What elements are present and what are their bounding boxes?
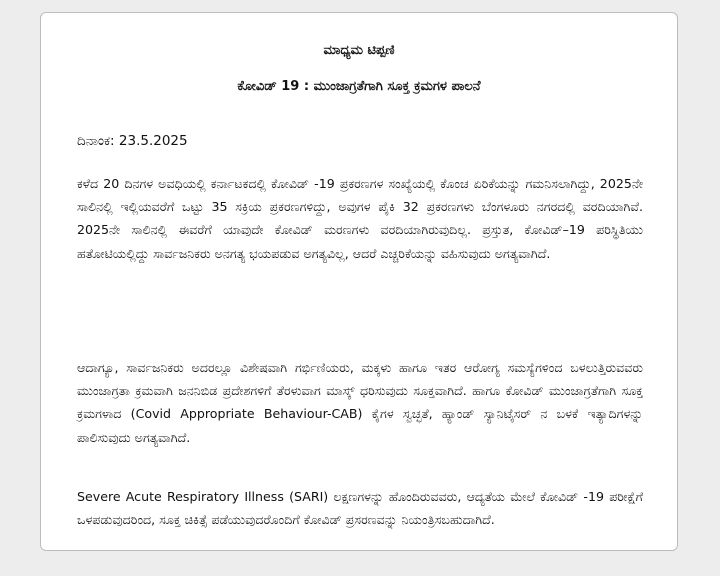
- paragraph: ಕಳೆದ 20 ದಿನಗಳ ಅವಧಿಯಲ್ಲಿ ಕರ್ನಾಟಕದಲ್ಲಿ ಕೋವಿಡ್ -19 ಪ್ರಕರಣಗಳ ಸಂಖ್ಯೆಯಲ್ಲಿ ಕೊಂಚ ಏರಿಕೆಯನ್ನು ಗಮನಿಸಲಾಗಿದ್ದು, 2025ನೇ ಸಾಲಿನಲ್ಲಿ ಇಲ್ಲಿಯವರೆಗೆ ಒಟ್ಟು 35 ಸಕ್ರಿಯ ಪ್ರಕರಣಗಳಿದ್ದು, ಅವುಗಳ ಪೈಕಿ 32 ಪ್ರಕರಣಗಳು ಬೆಂಗಳೂರು ನಗರದಲ್ಲಿ ವರದಿಯಾಗಿವೆ. 2025ನೇ ಸಾಲಿನಲ್ಲಿ ಈವರೆಗೆ ಯಾವುದೇ ಕೋವಿಡ್ ಮರಣಗಳು ವರದಿಯಾಗಿರುವುದಿಲ್ಲ. ಪ್ರಸ್ತುತ, ಕೋವಿಡ್–19 ಪರಿಸ್ಥಿತಿಯು ಹತೋಟಿಯಲ್ಲಿದ್ದು ಸಾರ್ವಜನಿಕರು ಅನಗತ್ಯ ಭಯಪಡುವ ಅಗತ್ಯವಿಲ್ಲ, ಆದರೆ ಎಚ್ಚರಿಕೆಯನ್ನು ವಹಿಸುವುದು ಅಗತ್ಯವಾಗಿದೆ.: [77, 176, 643, 261]
- paragraph: Severe Acute Respiratory Illness (SARI) ಲಕ್ಷಣಗಳನ್ನು ಹೊಂದಿರುವವರು, ಆದ್ಯತೆಯ ಮೇಲೆ ಕೋವಿಡ್ -19 ಪರೀಕ್ಷೆಗೆ ಒಳಪಡುವುದರಿಂದ, ಸೂಕ್ತ ಚಿಕಿತ್ಸೆ ಪಡೆಯುವುದರೊಂದಿಗೆ ಕೋವಿಡ್ ಪ್ರಸರಣವನ್ನು ನಿಯಂತ್ರಿಸಬಹುದಾಗಿದೆ.: [77, 489, 643, 528]
- document-date: ದಿನಾಂಕ: 23.5.2025: [77, 133, 188, 149]
- paragraph: ಆದಾಗ್ಯೂ, ಸಾರ್ವಜನಿಕರು ಅದರಲ್ಲೂ ವಿಶೇಷವಾಗಿ ಗರ್ಭಿಣಿಯರು, ಮಕ್ಕಳು ಹಾಗೂ ಇತರ ಆರೋಗ್ಯ ಸಮಸ್ಯೆಗಳಿಂದ ಬಳಲುತ್ತಿರುವವರು ಮುಂಜಾಗ್ರತಾ ಕ್ರಮವಾಗಿ ಜನನಿಬಿಡ ಪ್ರದೇಶಗಳಿಗೆ ತೆರಳುವಾಗ ಮಾಸ್ಕ್ ಧರಿಸುವುದು ಸೂಕ್ತವಾಗಿದೆ. ಹಾಗೂ ಕೋವಿಡ್ ಮುಂಜಾಗ್ರತೆಗಾಗಿ ಸೂಕ್ತ ಕ್ರಮಗಳಾದ (Covid Appropriate Behaviour-CAB) ಕೈಗಳ ಸ್ವಚ್ಛತೆ, ಹ್ಯಾಂಡ್ ಸ್ಯಾನಿಟೈಸರ್ ನ ಬಳಕೆ ಇತ್ಯಾದಿಗಳನ್ನು ಪಾಲಿಸುವುದು ಅಗತ್ಯವಾಗಿದೆ.: [77, 360, 643, 445]
- document-page: [40, 12, 678, 551]
- document-heading: ಮಾಧ್ಯಮ ಟಿಪ್ಪಣಿ: [323, 43, 395, 58]
- document-subheading: ಕೋವಿಡ್ 19 : ಮುಂಜಾಗ್ರತೆಗಾಗಿ ಸೂಕ್ತ ಕ್ರಮಗಳ ಪಾಲನೆ: [237, 79, 481, 94]
